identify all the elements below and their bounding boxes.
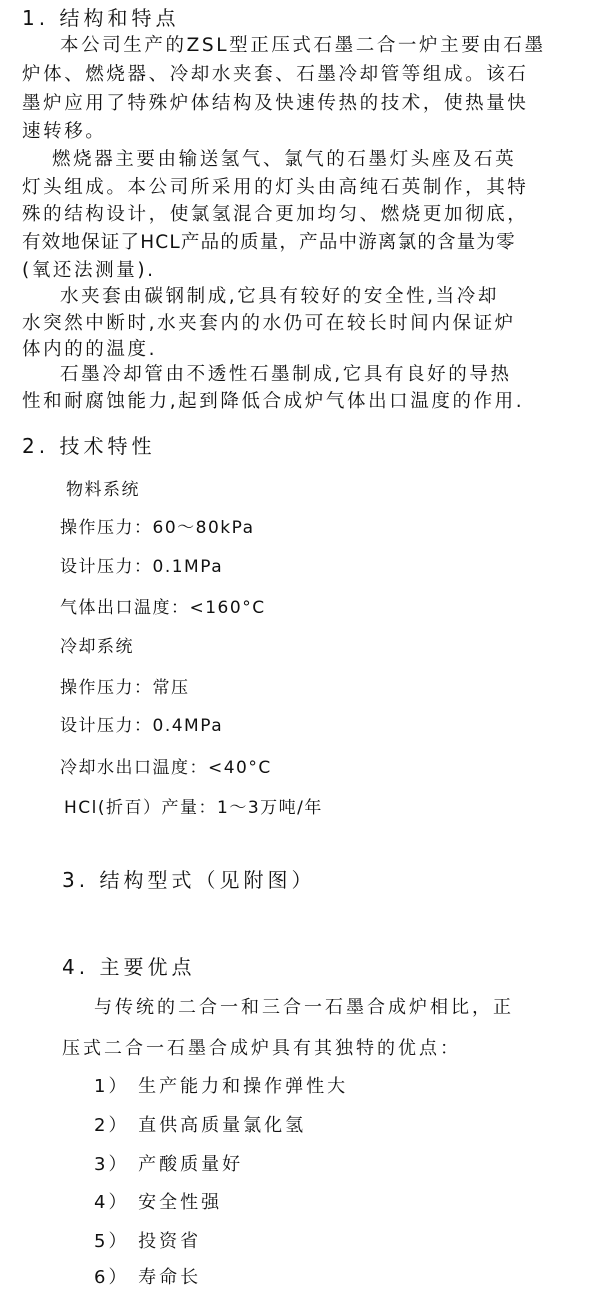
spec-operating-pressure-1: 操作压力：60～80kPa xyxy=(60,518,255,538)
s1-p3-line-3: 体内的的温度. xyxy=(22,339,158,360)
s1-p1-line-3: 墨炉应用了特殊炉体结构及快速传热的技术，使热量快 xyxy=(22,93,529,114)
s1-p3-line-2: 水突然中断时,水夹套内的水仍可在较长时间内保证炉 xyxy=(22,313,516,334)
section1-heading: 1. 结构和特点 xyxy=(22,6,180,30)
spec-cooling-system: 冷却系统 xyxy=(60,637,134,657)
s4-intro-line-1: 与传统的二合一和三合一石墨合成炉相比，正 xyxy=(94,997,514,1018)
spec-gas-outlet-temp: 气体出口温度：<160°C xyxy=(60,598,266,618)
s4-intro-line-2: 压式二合一石墨合成炉具有其独特的优点： xyxy=(62,1038,461,1059)
s1-p1-line-1: 本公司生产的ZSL型正压式石墨二合一炉主要由石墨 xyxy=(60,35,546,56)
section4-heading: 4. 主要优点 xyxy=(62,955,196,979)
spec-cooling-water-outlet-temp: 冷却水出口温度：<40°C xyxy=(60,758,272,778)
spec-design-pressure-2: 设计压力：0.4MPa xyxy=(60,716,224,736)
section3-heading: 3. 结构型式（见附图） xyxy=(62,868,316,892)
s1-p2-line-4: 有效地保证了HCL产品的质量，产品中游离氯的含量为零 xyxy=(22,232,516,253)
spec-hcl-output: HCl(折百）产量：1～3万吨/年 xyxy=(64,798,323,818)
advantage-item-5: 5） 投资省 xyxy=(94,1231,202,1252)
advantage-item-2: 2） 直供高质量氯化氢 xyxy=(94,1115,307,1136)
advantage-item-6: 6） 寿命长 xyxy=(94,1267,202,1288)
spec-design-pressure-1: 设计压力：0.1MPa xyxy=(60,557,224,577)
s1-p2-line-3: 殊的结构设计，使氯氢混合更加均匀、燃烧更加彻底， xyxy=(22,204,529,225)
s1-p1-line-2: 炉体、燃烧器、冷却水夹套、石墨冷却管等组成。该石 xyxy=(22,64,529,85)
s1-p1-line-4: 速转移。 xyxy=(22,121,107,142)
s1-p2-line-2: 灯头组成。本公司所采用的灯头由高纯石英制作，其特 xyxy=(22,177,529,198)
spec-operating-pressure-2: 操作压力：常压 xyxy=(60,678,190,698)
section2-heading: 2. 技术特性 xyxy=(22,434,156,458)
s1-p4-line-1: 石墨冷却管由不透性石墨制成,它具有良好的导热 xyxy=(60,364,512,385)
spec-material-system: 物料系统 xyxy=(66,480,140,500)
s1-p4-line-2: 性和耐腐蚀能力,起到降低合成炉气体出口温度的作用. xyxy=(22,391,525,412)
advantage-item-4: 4） 安全性强 xyxy=(94,1192,223,1213)
advantage-item-3: 3） 产酸质量好 xyxy=(94,1154,244,1175)
s1-p2-line-5: (氧还法测量). xyxy=(22,260,156,281)
s1-p2-line-1: 燃烧器主要由输送氢气、氯气的石墨灯头座及石英 xyxy=(52,149,517,170)
advantage-item-1: 1） 生产能力和操作弹性大 xyxy=(94,1076,349,1097)
s1-p3-line-1: 水夹套由碳钢制成,它具有较好的安全性,当冷却 xyxy=(60,286,499,307)
